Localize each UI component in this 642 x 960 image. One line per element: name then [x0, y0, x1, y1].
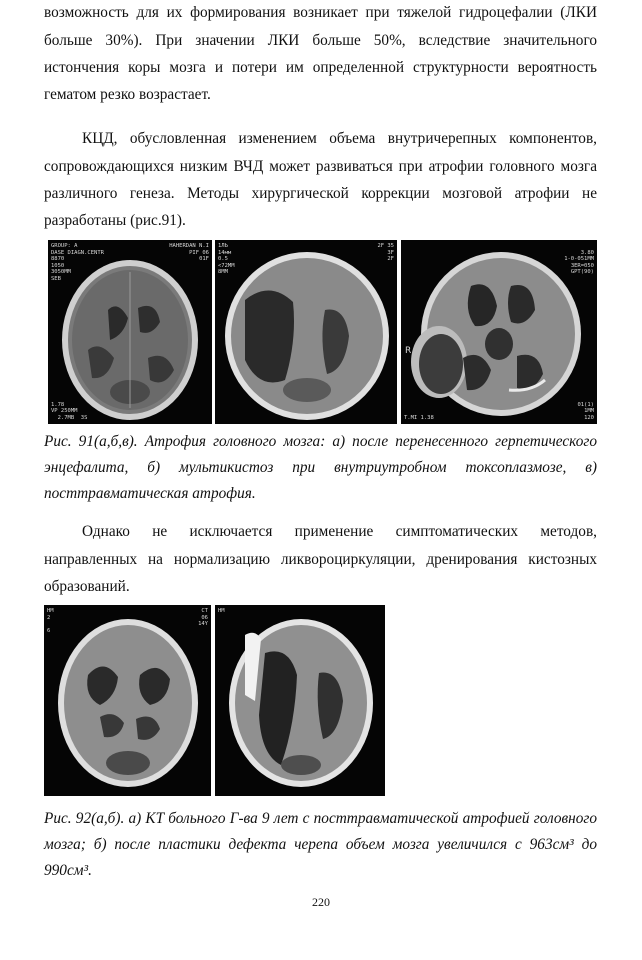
ct-92a-overlay-top-left: HM 2 6	[47, 608, 54, 634]
paragraph-3: Однако не исключается применение симптоматических методов, направленных на нормализацию ликвороциркуляции, дренирования кистозных образований.	[44, 523, 597, 595]
ct-91b-overlay-top-left: 1ЛЬ 14мм 0.5 <72ММ 8MM	[218, 243, 235, 275]
ct-scan-91b-graphic	[215, 240, 397, 424]
ct-91c-overlay-bottom-left: T.MI 1.38	[404, 414, 434, 421]
ct-92b-overlay-top-left: HM	[218, 608, 225, 614]
figure-92-caption: Рис. 92(а,б). а) КТ больного Г-ва 9 лет с посттравматической атрофией головного мозга; б) после пластики дефекта черепа объем мозга увеличился с 963см³ до 990см³.	[44, 810, 597, 880]
ct-92a-overlay-top-right: CT 06 14Y	[198, 608, 208, 627]
ct-image-91c	[401, 240, 597, 424]
ct-91a-overlay-top-left: GROUP: A DASE DIAGN.CENTR 8870 1050 3050MM SEB	[51, 243, 104, 282]
figure-91-caption: Рис. 91(а,б,в). Атрофия головного мозга: а) после перенесенного герпетического энцефалита, б) мультикистоз при внутриутробном токсоплазмозе, в) посттравматическая атрофия.	[44, 433, 597, 503]
ct-91c-side-marker: R	[405, 346, 412, 356]
ct-image-92b	[215, 605, 385, 796]
paragraph-2: КЦД, обусловленная изменением объема внутричерепных компонентов, сопровождающихся низким ВЧД может развиваться при атрофии головного мозга различного генеза. Методы хирургической коррекции мозговой атрофии не разработаны (рис.91).	[44, 130, 597, 230]
ct-91a-overlay-top-right: HAHERDAN N.I PIF 06 01F	[169, 243, 209, 262]
ct-image-92a	[44, 605, 211, 796]
ct-91c-overlay-bottom-right: 01(1) 1MM 120	[577, 401, 594, 421]
ct-scan-92b-graphic	[215, 605, 385, 796]
paragraph-1: возможность для их формирования возникает при тяжелой гидроцефалии (ЛКИ больше 30%). При значении ЛКИ больше 50%, вследствие значительного истончения коры мозга и потери им определенной структурности вероятность гематом резко возрастает.	[44, 4, 597, 104]
ct-image-91b	[215, 240, 397, 424]
ct-91a-overlay-bottom-left: 1.78 VP 250MM 2.7MB 3S	[51, 401, 88, 421]
ct-image-91a	[48, 240, 212, 424]
ct-91c-overlay-top-right: 3.80 1-0-051MM 3ER=050 GPT(90)	[564, 249, 594, 275]
ct-scan-92a-graphic	[44, 605, 211, 796]
ct-91b-overlay-top-right: 2F 35 3F 2F	[377, 243, 394, 262]
page-number: 220	[312, 895, 330, 909]
